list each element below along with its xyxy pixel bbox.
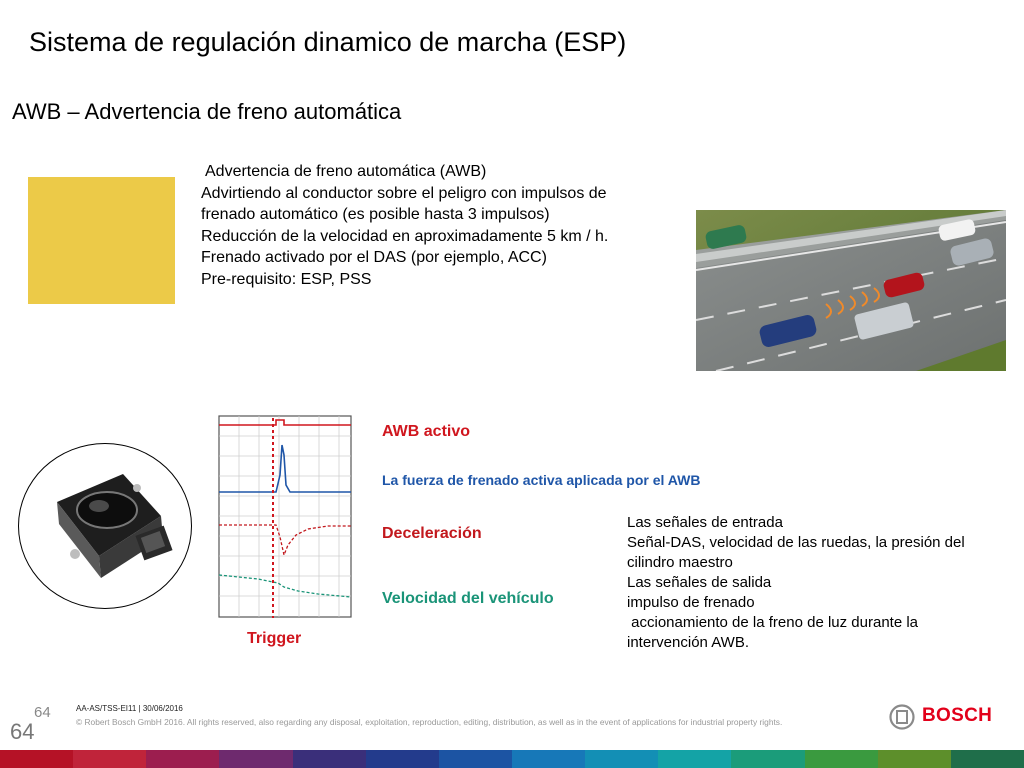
trigger-label: Trigger <box>247 630 302 647</box>
color-band-segment <box>439 750 512 768</box>
footer-reference: AA-AS/TSS-EI11 | 30/06/2016 <box>76 704 183 713</box>
page-number: 64 <box>10 719 35 744</box>
color-band-segment <box>146 750 219 768</box>
io-signals-line: Las señales de entrada <box>627 514 783 531</box>
awb-description-line: Reducción de la velocidad en aproximadamente 5 km / h. <box>201 227 609 245</box>
io-signals-line: Señal-DAS, velocidad de las ruedas, la presión del <box>627 534 965 551</box>
io-signals-line: cilindro maestro <box>627 554 733 571</box>
footer-color-band <box>0 750 1024 768</box>
awb-description-line: frenado automático (es posible hasta 3 impulsos) <box>201 206 550 223</box>
color-band-segment <box>805 750 878 768</box>
brake-force-label: La fuerza de frenado activa aplicada por el AWB <box>382 472 701 488</box>
highway-traffic-image <box>696 210 1006 371</box>
color-band-segment <box>951 750 1024 768</box>
sensor-image-circle <box>18 443 192 609</box>
io-signals-text <box>627 513 1012 653</box>
io-signals-line: intervención AWB. <box>627 634 749 651</box>
yellow-color-block <box>28 177 175 304</box>
esp-sensor-icon <box>19 444 192 609</box>
color-band-segment <box>219 750 292 768</box>
io-signals-line: Las señales de salida <box>627 574 772 591</box>
awb-description-line: Pre-requisito: ESP, PSS <box>201 270 372 288</box>
bosch-logo <box>886 704 1006 730</box>
awb-description-line: Frenado activado por el DAS (por ejemplo, ACC) <box>201 249 547 266</box>
signal-trace-chart <box>218 415 352 618</box>
color-band-segment <box>512 750 585 768</box>
color-band-segment <box>658 750 731 768</box>
io-signals-line: accionamiento de la freno de luz durante la <box>627 614 919 631</box>
color-band-segment <box>293 750 366 768</box>
deceleration-label: Deceleración <box>382 525 482 542</box>
vehicle-speed-label: Velocidad del vehículo <box>382 590 554 607</box>
io-signals-line: impulso de frenado <box>627 594 755 611</box>
color-band-segment <box>366 750 439 768</box>
awb-description <box>201 161 681 290</box>
awb-description-line: Advirtiendo al conductor sobre el peligro con impulsos de <box>201 184 607 202</box>
color-band-segment <box>731 750 804 768</box>
bosch-wordmark: BOSCH <box>922 705 993 726</box>
awb-description-line: Advertencia de freno automática (AWB) <box>205 163 487 180</box>
page-number-small: 64 <box>34 704 51 721</box>
page-title: Sistema de regulación dinamico de marcha (ESP) <box>29 27 627 57</box>
color-band-segment <box>73 750 146 768</box>
awb-active-label: AWB activo <box>382 423 471 440</box>
footer-copyright: © Robert Bosch GmbH 2016. All rights reserved, also regarding any disposal, exploitation, reproduction, editing, distribution, as well as in the event of applications for industrial property rights. <box>76 717 783 727</box>
bosch-emblem-icon <box>888 704 916 730</box>
color-band-segment <box>585 750 658 768</box>
section-subtitle: AWB – Advertencia de freno automática <box>12 99 402 124</box>
color-band-segment <box>0 750 73 768</box>
color-band-segment <box>878 750 951 768</box>
